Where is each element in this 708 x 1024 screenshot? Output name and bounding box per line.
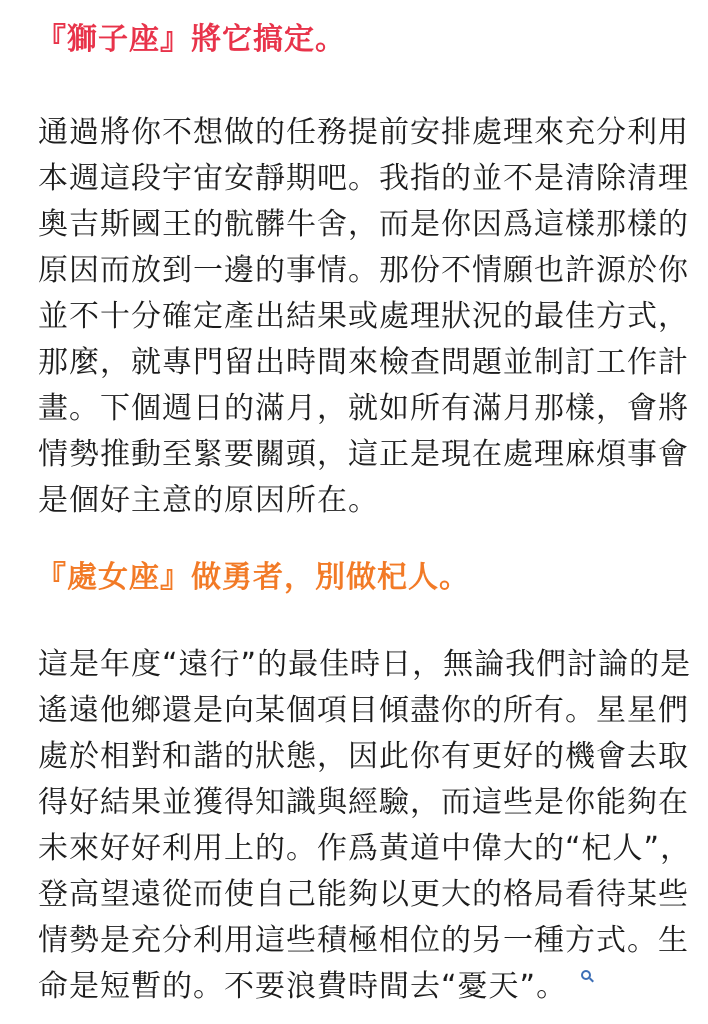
paragraph-line: 原因而放到一邊的事情。那份不情願也許源於你 bbox=[38, 253, 689, 288]
paragraph-line: 通過將你不想做的任務提前安排處理來充分利用 bbox=[38, 115, 689, 150]
paragraph-line-text: 命是短暫的。不要浪費時間去“憂天”。 bbox=[38, 969, 568, 1004]
paragraph-line: 是個好主意的原因所在。 bbox=[38, 483, 379, 518]
paragraph-line: 並不十分確定產出結果或處理狀況的最佳方式， bbox=[38, 299, 689, 334]
paragraph-line: 情勢推動至緊要關頭，這正是現在處理麻煩事會 bbox=[38, 437, 689, 472]
paragraph-line: 登高望遠從而使自己能夠以更大的格局看待某些 bbox=[38, 877, 689, 912]
paragraph-line: 遙遠他鄉還是向某個項目傾盡你的所有。星星們 bbox=[38, 693, 689, 728]
paragraph-line: 本週這段宇宙安靜期吧。我指的並不是清除清理 bbox=[38, 161, 689, 196]
last-paragraph-line bbox=[38, 964, 678, 1010]
paragraph-line: 這是年度“遠行”的最佳時日，無論我們討論的是 bbox=[38, 647, 692, 682]
paragraph-line: 奧吉斯國王的骯髒牛舍，而是你因爲這樣那樣的 bbox=[38, 207, 689, 242]
leo-heading: 『獅子座』將它搞定。 bbox=[36, 22, 346, 57]
search-icon[interactable] bbox=[581, 970, 593, 982]
paragraph-line: 畫。下個週日的滿月，就如所有滿月那樣，會將 bbox=[38, 391, 689, 426]
paragraph-line: 情勢是充分利用這些積極相位的另一種方式。生 bbox=[38, 923, 689, 958]
virgo-paragraph bbox=[38, 642, 692, 1010]
paragraph-line: 處於相對和諧的狀態，因此你有更好的機會去取 bbox=[38, 739, 689, 774]
paragraph-line: 得好結果並獲得知識與經驗，而這些是你能夠在 bbox=[38, 785, 689, 820]
leo-paragraph bbox=[38, 110, 689, 524]
virgo-heading: 『處女座』做勇者，別做杞人。 bbox=[36, 560, 470, 595]
paragraph-line: 那麼，就專門留出時間來檢查問題並制訂工作計 bbox=[38, 345, 689, 380]
paragraph-line: 未來好好利用上的。作爲黃道中偉大的“杞人”， bbox=[38, 831, 692, 866]
